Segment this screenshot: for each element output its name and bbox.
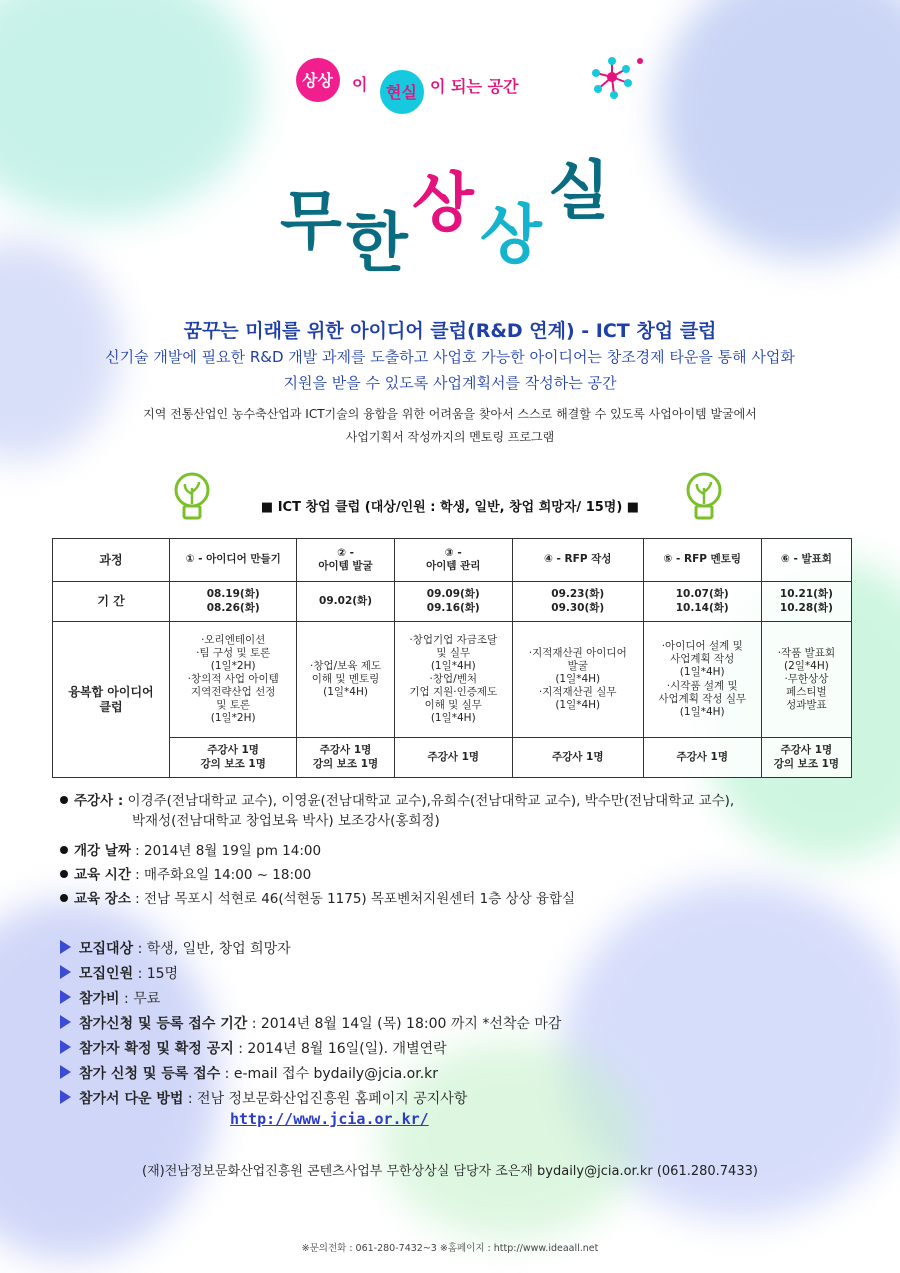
triangle-bullet-icon [60, 1015, 71, 1029]
table-cell: 09.23(화) 09.30(화) [512, 582, 643, 622]
recruit-label: 참가신청 및 등록 접수 기간 [79, 1016, 248, 1032]
recruit-label: 참가자 확정 및 확정 공지 [79, 1041, 234, 1057]
schedule-table [52, 538, 852, 778]
recruit-value: : 2014년 8월 14일 (목) 18:00 까지 *선착순 마감 [251, 1016, 562, 1032]
recruit-label: 참가비 [79, 991, 120, 1007]
table-cell: 주강사 1명 강의 보조 1명 [297, 738, 394, 778]
program-label: 융복합 아이디어 클럽 [53, 622, 170, 778]
table-cell: 주강사 1명 강의 보조 1명 [170, 738, 297, 778]
table-header: ⑤ - RFP 멘토링 [643, 539, 761, 582]
table-header: ⑥ - 발표회 [761, 539, 851, 582]
table-cell: 주강사 1명 강의 보조 1명 [761, 738, 851, 778]
bullet-icon [60, 846, 68, 854]
title-char-1: 무 [280, 185, 348, 259]
main-title [280, 140, 640, 281]
table-header: ② - 아이템 발굴 [297, 539, 394, 582]
table-row [53, 582, 852, 622]
title-char-2: 한 [346, 207, 414, 281]
list-item [60, 963, 178, 983]
recruit-label: 참가서 다운 방법 [79, 1091, 184, 1107]
intro-line-1: 신기술 개발에 필요한 R&D 개발 과제를 도출하고 사업호 가능한 아이디어는 창조경제 타운을 통해 사업화 [105, 348, 795, 366]
list-item [60, 938, 291, 958]
recruit-value: : 학생, 일반, 창업 희망자 [137, 941, 291, 957]
title-char-5: 실 [548, 155, 616, 229]
intro-line-2: 지원을 받을 수 있도록 사업계획서를 작성하는 공간 [283, 374, 617, 392]
triangle-bullet-icon [60, 990, 71, 1004]
table-cell: 09.02(화) [297, 582, 394, 622]
open-date [60, 842, 321, 862]
bullet-icon [60, 870, 68, 878]
period-label: 기 간 [53, 582, 170, 622]
table-row [53, 738, 852, 778]
table-cell: ·지적재산권 아이디어 발굴 (1일*4H) ·지적재산권 실무 (1일*4H) [512, 622, 643, 738]
table-cell: ·아이디어 설계 및 사업계획 작성 (1일*4H) ·시작품 설계 및 사업계획 작성 실무 (1일*4H) [643, 622, 761, 738]
recruit-label: 모집인원 [79, 966, 134, 982]
tagline-word-2: 이 [352, 75, 368, 94]
recruit-value: : 무료 [124, 991, 161, 1007]
tagline-word-1: 상상 [302, 71, 333, 90]
class-place [60, 890, 575, 910]
triangle-bullet-icon [60, 1090, 71, 1104]
recruit-value: : e-mail 접수 bydaily@jcia.or.kr [224, 1066, 439, 1082]
lecturer-label: 주강사 : [74, 793, 124, 809]
recruit-value: : 전남 정보문화산업진흥원 홈페이지 공지사항 [187, 1091, 468, 1107]
list-item [60, 988, 160, 1008]
table-cell: 09.09(화) 09.16(화) [394, 582, 512, 622]
recruit-label: 참가 신청 및 등록 접수 [79, 1066, 221, 1082]
recruit-value: : 15명 [137, 966, 179, 982]
title-char-3: 상 [412, 167, 480, 241]
intro-line-3: 지역 전통산업인 농수축산업과 ICT기술의 융합을 위한 어려움을 찾아서 스스로 해결할 수 있도록 사업아이템 발굴에서 [143, 407, 757, 421]
class-time-label: 교육 시간 [74, 867, 131, 883]
table-header-row [53, 539, 852, 582]
smoke-decoration [660, 0, 900, 260]
list-item [60, 1088, 467, 1108]
intro-line-4: 사업기획서 작성까지의 멘토링 프로그램 [345, 430, 555, 444]
open-date-value: : 2014년 8월 19일 pm 14:00 [135, 843, 322, 859]
open-date-label: 개강 날짜 [74, 843, 131, 859]
table-cell: 주강사 1명 [643, 738, 761, 778]
table-cell: 08.19(화) 08.26(화) [170, 582, 297, 622]
lecturer-line-2: 박재성(전남대학교 창업보육 박사) 보조강사(홍희정) [132, 813, 440, 829]
table-cell: ·오리엔테이션 ·팀 구성 및 토론 (1일*2H) ·창의적 사업 아이템 지역전략산업 선정 및 토론 (1일*2H) [170, 622, 297, 738]
lecturer-line-1: 이경주(전남대학교 교수), 이영윤(전남대학교 교수),유희수(전남대학교 교수), 박수만(전남대학교 교수), [127, 793, 735, 809]
triangle-bullet-icon [60, 965, 71, 979]
class-time [60, 866, 311, 886]
footer-info: ※문의전화 : 061-280-7432~3 ※홈페이지 : http://www.ideaall.net [301, 1243, 599, 1254]
intro-headline: 꿈꾸는 미래를 위한 아이디어 클럽(R&D 연계) - ICT 창업 클럽 [183, 320, 717, 342]
homepage-link[interactable]: http://www.jcia.or.kr/ [230, 1110, 429, 1128]
table-corner: 과정 [53, 539, 170, 582]
lecturer-info [60, 792, 734, 812]
table-header: ③ - 아이템 관리 [394, 539, 512, 582]
table-cell: 주강사 1명 [394, 738, 512, 778]
flower-icon [590, 55, 650, 105]
list-item [60, 1063, 438, 1083]
table-cell: ·창업/보육 제도 이해 및 멘토링 (1일*4H) [297, 622, 394, 738]
class-time-value: : 매주화요일 14:00 ~ 18:00 [135, 867, 312, 883]
smoke-decoration [0, 0, 260, 220]
table-cell: 주강사 1명 [512, 738, 643, 778]
tagline-word-4: 이 되는 공간 [430, 77, 519, 96]
contact-info: (재)전남정보문화산업진흥원 콘텐츠사업부 무한상상실 담당자 조은재 bydaily@jcia.or.kr (061.280.7433) [142, 1164, 758, 1179]
recruit-label: 모집대상 [79, 941, 134, 957]
tagline-word-3: 현실 [386, 83, 417, 102]
bullet-icon [60, 796, 68, 804]
table-cell: 10.21(화) 10.28(화) [761, 582, 851, 622]
club-title: ■ ICT 창업 클럽 (대상/인원 : 학생, 일반, 창업 희망자/ 15명) ■ [260, 500, 640, 515]
table-cell: ·작품 발표회 (2일*4H) ·무한상상 페스티벌 성과발표 [761, 622, 851, 738]
recruit-value: : 2014년 8월 16일(일). 개별연락 [238, 1041, 447, 1057]
tagline [296, 58, 596, 118]
table-header: ④ - RFP 작성 [512, 539, 643, 582]
bullet-icon [60, 894, 68, 902]
triangle-bullet-icon [60, 1040, 71, 1054]
list-item [60, 1038, 447, 1058]
table-row [53, 622, 852, 738]
table-cell: 10.07(화) 10.14(화) [643, 582, 761, 622]
table-cell: ·창업기업 자금조달 및 실무 (1일*4H) ·창업/벤처 기업 지원·인증제도 이해 및 실무 (1일*4H) [394, 622, 512, 738]
title-char-4: 상 [480, 199, 548, 273]
class-place-value: : 전남 목포시 석현로 46(석현동 1175) 목포벤처지원센터 1층 상상 융합실 [135, 891, 576, 907]
triangle-bullet-icon [60, 940, 71, 954]
triangle-bullet-icon [60, 1065, 71, 1079]
list-item [60, 1013, 561, 1033]
class-place-label: 교육 장소 [74, 891, 131, 907]
table-header: ① - 아이디어 만들기 [170, 539, 297, 582]
